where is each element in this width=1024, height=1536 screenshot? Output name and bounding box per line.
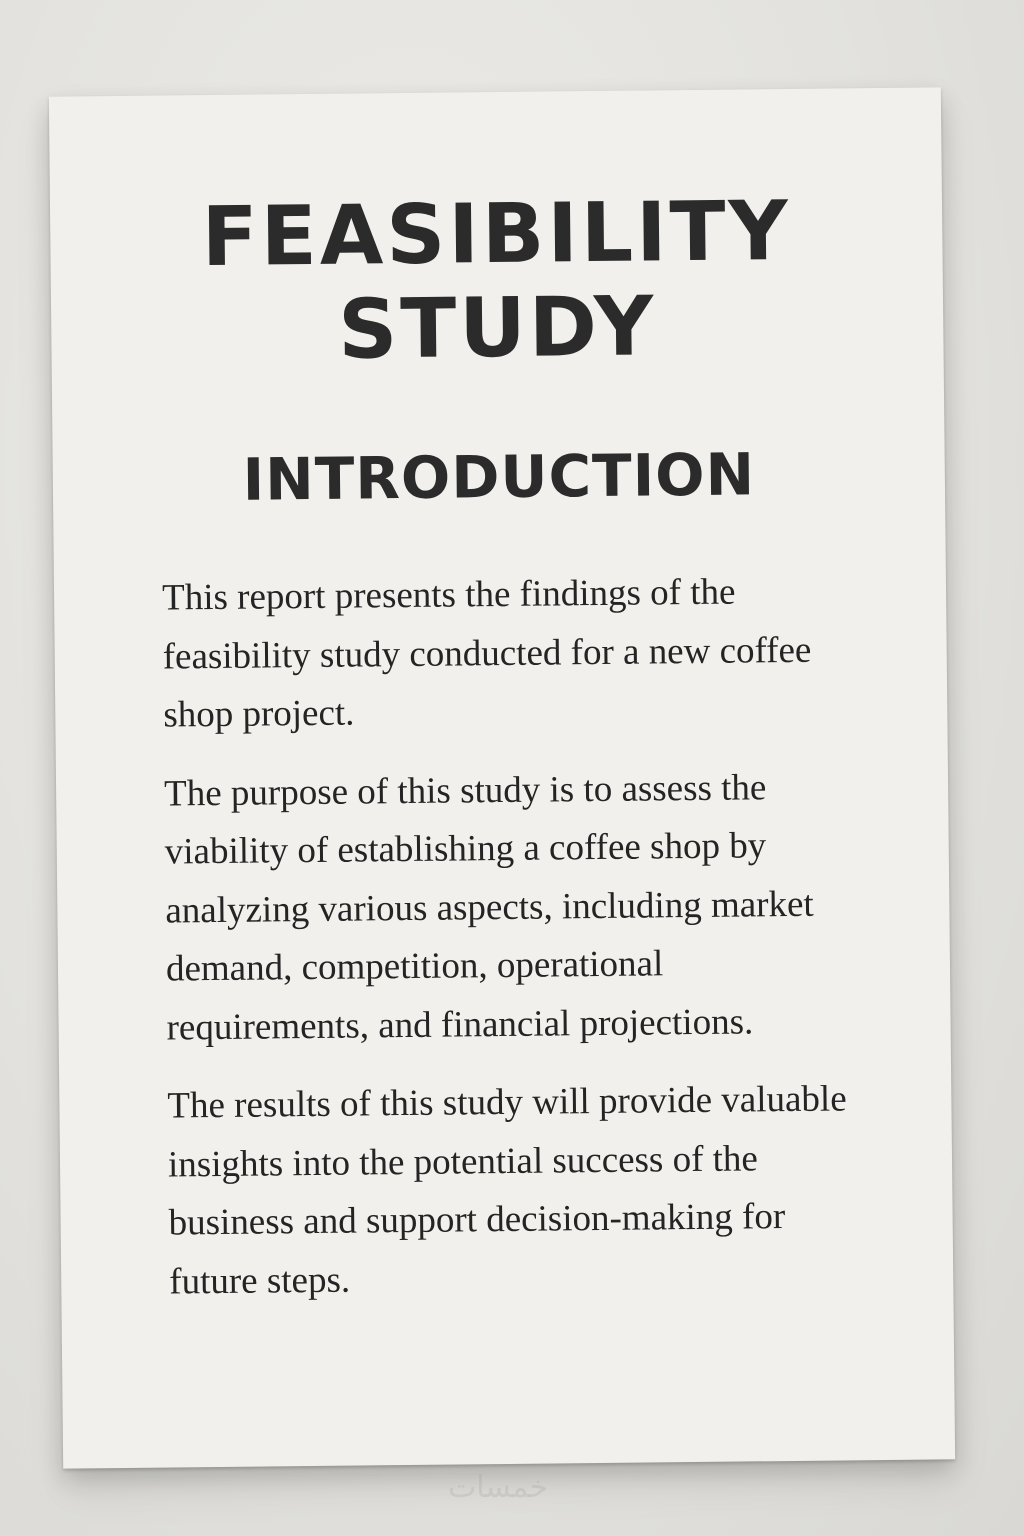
title-line-1: FEASIBILITY [201, 183, 792, 286]
paragraph-1: This report presents the findings of the feasibility study conducted for a new coffee shop project. [161, 571, 812, 736]
title-line-2: STUDY [337, 279, 657, 378]
document-page [49, 87, 955, 1468]
paragraph-2: The purpose of this study is to assess the viability of establishing a coffee shop by analyzing various aspects, including market demand, competition, operational requirements, and financial projections. [163, 766, 814, 1049]
section-heading: INTRODUCTION [242, 440, 756, 514]
document-title [50, 183, 944, 380]
paragraph-3: The results of this study will provide valuable insights into the potential success of the business and support decision-making for future steps. [167, 1078, 847, 1303]
body-text [162, 562, 874, 1331]
watermark: خمسات [448, 1470, 549, 1505]
